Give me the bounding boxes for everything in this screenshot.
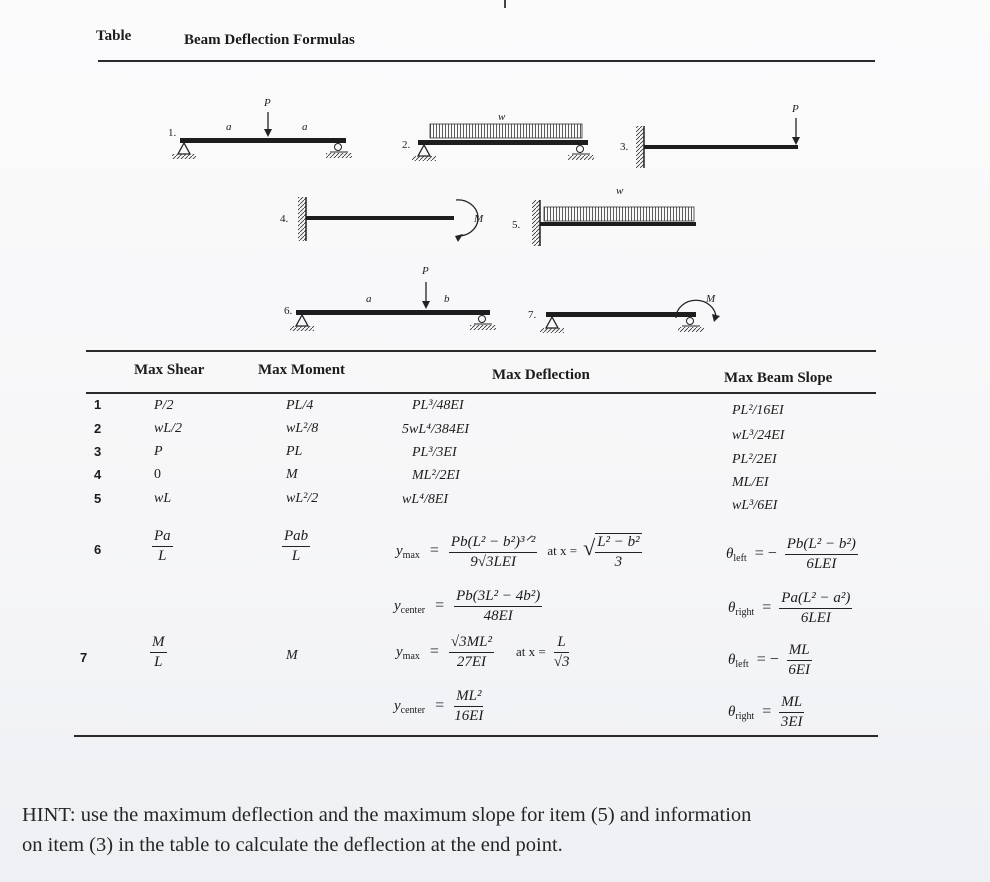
frac-den: 3 [614,553,623,570]
frac-num: L [554,634,570,653]
cell-shear: P/2 [154,398,174,413]
beam-case-7 [528,293,720,333]
frac-den: 6EI [788,662,810,678]
frac-num: √3ML² [449,634,494,653]
cell-deflection: ML²/2EI [412,468,460,483]
svg-text:4.: 4. [280,213,289,225]
cell-moment: PL/4 [286,398,314,413]
frac-den: √3 [553,654,570,670]
cell-shear: P [154,444,163,459]
cell-moment: wL²/8 [286,421,319,436]
ymax-formula-7: $y_{max}$ = $\frac{\text{√3ML²}}{27EI}$ at x = $\frac{L}{√3}$ [396,634,570,670]
cell-slope: wL³/24EI [732,428,785,443]
svg-text:a: a [302,121,308,133]
sub: center [400,605,426,617]
frac-num: Pa(L² − a²) [779,590,852,609]
cell-deflection: PL³/48EI [412,398,464,413]
frac-den: 48EI [483,608,513,624]
frac-den: 6LEI [800,610,831,626]
ycenter-formula-7: $y_{center}$ = $\frac{\text{ML²}}{16EI}$ [394,688,484,724]
svg-text:M: M [706,293,716,305]
cell-shear [150,634,167,671]
frac-num: Pb(L² − b²)³ᐟ² [449,532,537,553]
frac-num: Pa [152,528,173,547]
hint-text [22,800,751,860]
cell-moment [282,528,310,565]
row-number: 7 [80,650,88,665]
beam-case-1 [168,97,352,159]
svg-text:P: P [264,97,271,109]
beam-case-4 [280,197,484,242]
cell-moment: M [286,648,298,663]
sign: = − [756,651,779,669]
svg-text:P: P [422,265,429,277]
frac-den: 6LEI [806,556,837,572]
table-bottom-rule [74,735,878,737]
cell-deflection: 5wL⁴/384EI [402,422,470,437]
frac-den: L [154,654,163,670]
svg-text:P: P [792,103,799,115]
frac-den: L [291,548,301,564]
sym: y [396,543,403,560]
beam-case-3 [620,103,800,168]
col-max-shear: Max Shear [134,362,205,378]
sign: = [762,599,772,617]
svg-text:a: a [226,121,232,133]
ycenter-formula-6: $y_{center}$ = $\frac{\text{Pb(3L² − 4b²)}}{48EI}$ [394,588,541,624]
beam-case-5 [512,185,696,246]
columns-top-rule [86,350,876,352]
sym: θ [728,600,736,617]
row-number: 2 [94,421,102,436]
svg-text:w: w [616,185,624,197]
theta-right-6 [728,590,852,627]
theta-left-7 [728,642,812,679]
hint-line-2: on item (3) in the table to calculate the deflection at the end point. [22,834,563,856]
svg-text:7.: 7. [528,309,537,321]
theta-right-7 [728,694,804,731]
svg-text:w: w [498,111,506,123]
frac-num: ML [787,642,812,661]
theta-left-6 [726,536,858,573]
svg-text:6.: 6. [284,305,293,317]
frac-den: 16EI [454,708,484,724]
beam-case-6 [284,265,496,331]
svg-text:2.: 2. [402,139,411,151]
row-number: 6 [94,542,102,557]
sign: = [762,703,772,721]
columns-bottom-rule [86,392,876,394]
frac-num: L² − b² [595,534,641,553]
row-number: 3 [94,444,102,459]
sym: y [394,598,401,615]
frac-den: 3EI [780,714,803,730]
cell-shear: 0 [154,467,161,482]
frac-num: Pb(L² − b²) [785,536,858,555]
sub: right [735,607,755,619]
sub: center [400,705,426,717]
cell-deflection: PL³/3EI [412,445,457,460]
frac-num: Pb(3L² − 4b²) [454,588,542,607]
row-number: 1 [94,397,102,412]
table-title: Beam Deflection Formulas [184,32,355,48]
svg-text:a: a [366,293,372,305]
svg-text:5.: 5. [512,219,521,231]
frac-den: L [158,548,167,564]
sym: θ [728,704,736,721]
col-max-deflection: Max Deflection [492,367,590,383]
sub: max [402,651,420,663]
at-label: at x = [547,543,578,559]
cell-slope: PL²/2EI [732,452,777,467]
sym: y [394,698,401,715]
cell-shear: wL [154,491,172,506]
sub: max [402,550,420,562]
beam-case-2 [402,111,594,161]
cell-slope: PL²/16EI [732,403,784,418]
svg-text:b: b [444,293,450,305]
sub: right [735,711,755,723]
row-number: 4 [94,467,102,482]
cell-moment: PL [286,444,303,459]
cell-shear: wL/2 [154,421,183,436]
sym: θ [728,652,736,669]
svg-text:3.: 3. [620,141,629,153]
cell-slope: ML/EI [732,475,769,490]
frac-num: ML² [454,688,483,707]
at-label: at x = [516,644,546,660]
cell-slope: wL³/6EI [732,498,778,513]
frac-den: 27EI [456,654,487,670]
svg-text:M: M [474,213,484,225]
sub: left [735,659,749,671]
cell-moment: M [286,467,298,482]
sub: left [733,553,747,565]
ymax-formula-6: $y_{max}$ = $\frac{\text{Pb(L² − b²)³ᐟ²}}{\text{9√3LEI}}$ at x = √ $\frac{\text{L² − b²}}{3}$ [396,533,640,570]
frac-num: M [150,634,167,653]
frac-num: ML [779,694,804,713]
cell-deflection: wL⁴/8EI [402,492,449,507]
table-label: Table [96,28,132,44]
svg-text:1.: 1. [168,127,177,139]
frac-den: 9√3LEI [470,554,517,570]
cell-moment: wL²/2 [286,491,319,506]
frac-num: Pab [282,528,310,547]
row-number: 5 [94,491,102,506]
hint-line-1: HINT: use the maximum deflection and the maximum slope for item (5) and information [22,804,752,826]
sym: y [396,644,403,661]
sign: = − [754,545,777,563]
cell-shear [152,528,173,565]
col-max-moment: Max Moment [258,362,346,378]
sym: θ [726,546,734,563]
beam-diagrams [0,0,990,350]
col-max-beam-slope: Max Beam Slope [724,370,833,386]
